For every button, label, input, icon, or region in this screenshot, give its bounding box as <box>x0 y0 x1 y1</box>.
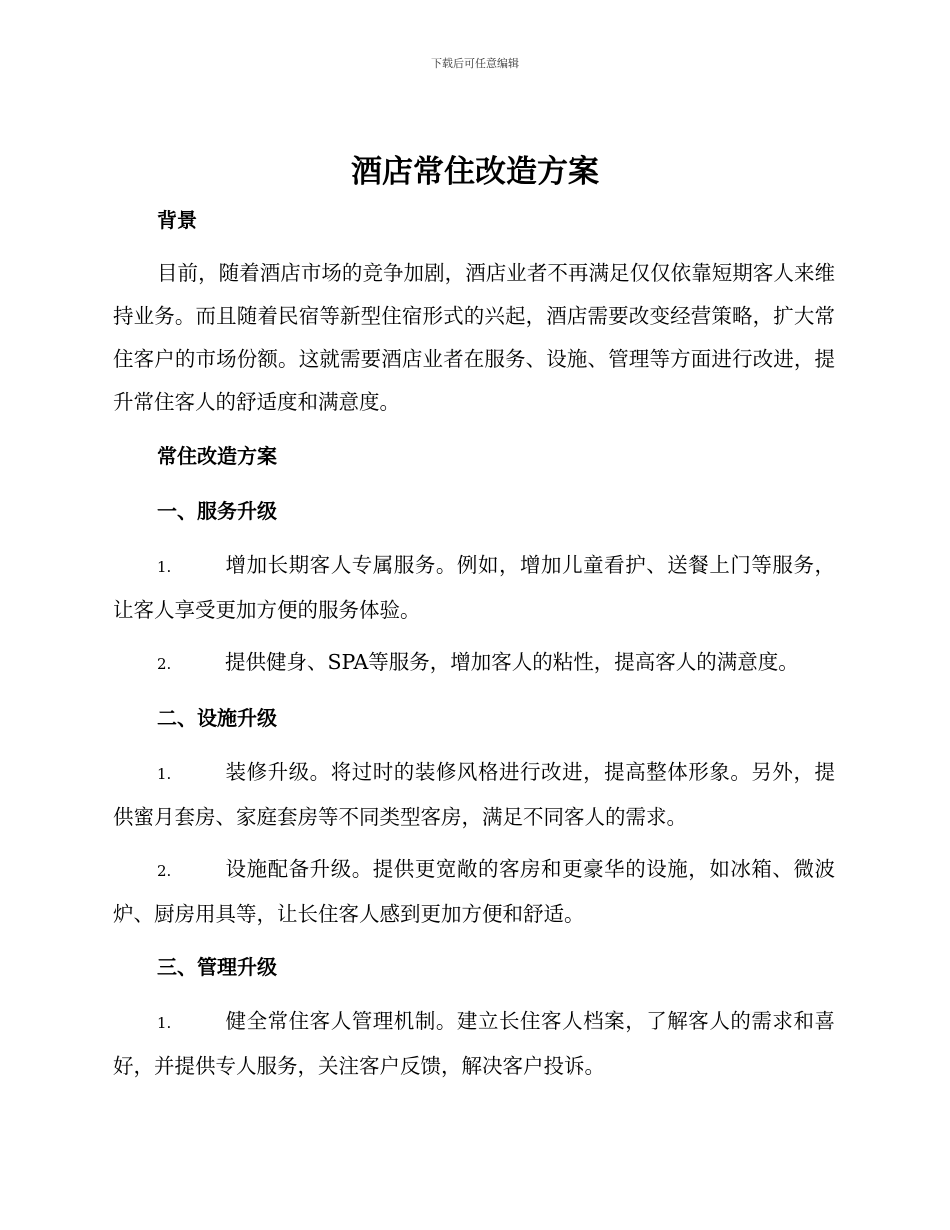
section-heading-facilities: 二、设施升级 <box>157 706 277 730</box>
list-item <box>113 848 835 936</box>
list-item-number: 2. <box>157 655 172 673</box>
background-paragraph: 目前，随着酒店市场的竞争加剧，酒店业者不再满足仅仅依靠短期客人来维持业务。而且随着民宿等新型住宿形式的兴起，酒店需要改变经营策略，扩大常住客户的市场份额。这就需要酒店业者在服务、设施、管理等方面进行改进，提升常住客人的舒适度和满意度。 <box>113 261 835 414</box>
document-title: 酒店常住改造方案 <box>351 154 599 190</box>
background-heading: 背景 <box>157 208 197 232</box>
plan-heading: 常住改造方案 <box>157 444 277 468</box>
section-heading-service: 一、服务升级 <box>157 499 277 523</box>
list-item <box>113 544 835 632</box>
list-item-number: 1. <box>157 765 172 783</box>
list-item-text: 健全常住客人管理机制。建立长住客人档案，了解客人的需求和喜好，并提供专人服务，关注客户反馈，解决客户投诉。 <box>113 1009 835 1078</box>
list-item-text: 设施配备升级。提供更宽敞的客房和更豪华的设施，如冰箱、微波炉、厨房用具等，让长住客人感到更加方便和舒适。 <box>113 857 835 926</box>
list-item-number: 1. <box>157 558 172 576</box>
section-heading-management: 三、管理升级 <box>157 955 277 979</box>
header-note: 下载后可任意编辑 <box>431 57 519 70</box>
list-item-number: 2. <box>157 862 172 880</box>
list-item-text: 提供健身、SPA等服务，增加客人的粘性，提高客人的满意度。 <box>225 650 799 674</box>
list-item <box>113 751 835 839</box>
list-item-number: 1. <box>157 1014 172 1032</box>
list-item-text: 增加长期客人专属服务。例如，增加儿童看护、送餐上门等服务，让客人享受更加方便的服务体验。 <box>113 553 835 622</box>
list-item <box>113 641 835 686</box>
list-item-text: 装修升级。将过时的装修风格进行改进，提高整体形象。另外，提供蜜月套房、家庭套房等不同类型客房，满足不同客人的需求。 <box>113 760 835 829</box>
list-item <box>113 1000 835 1088</box>
